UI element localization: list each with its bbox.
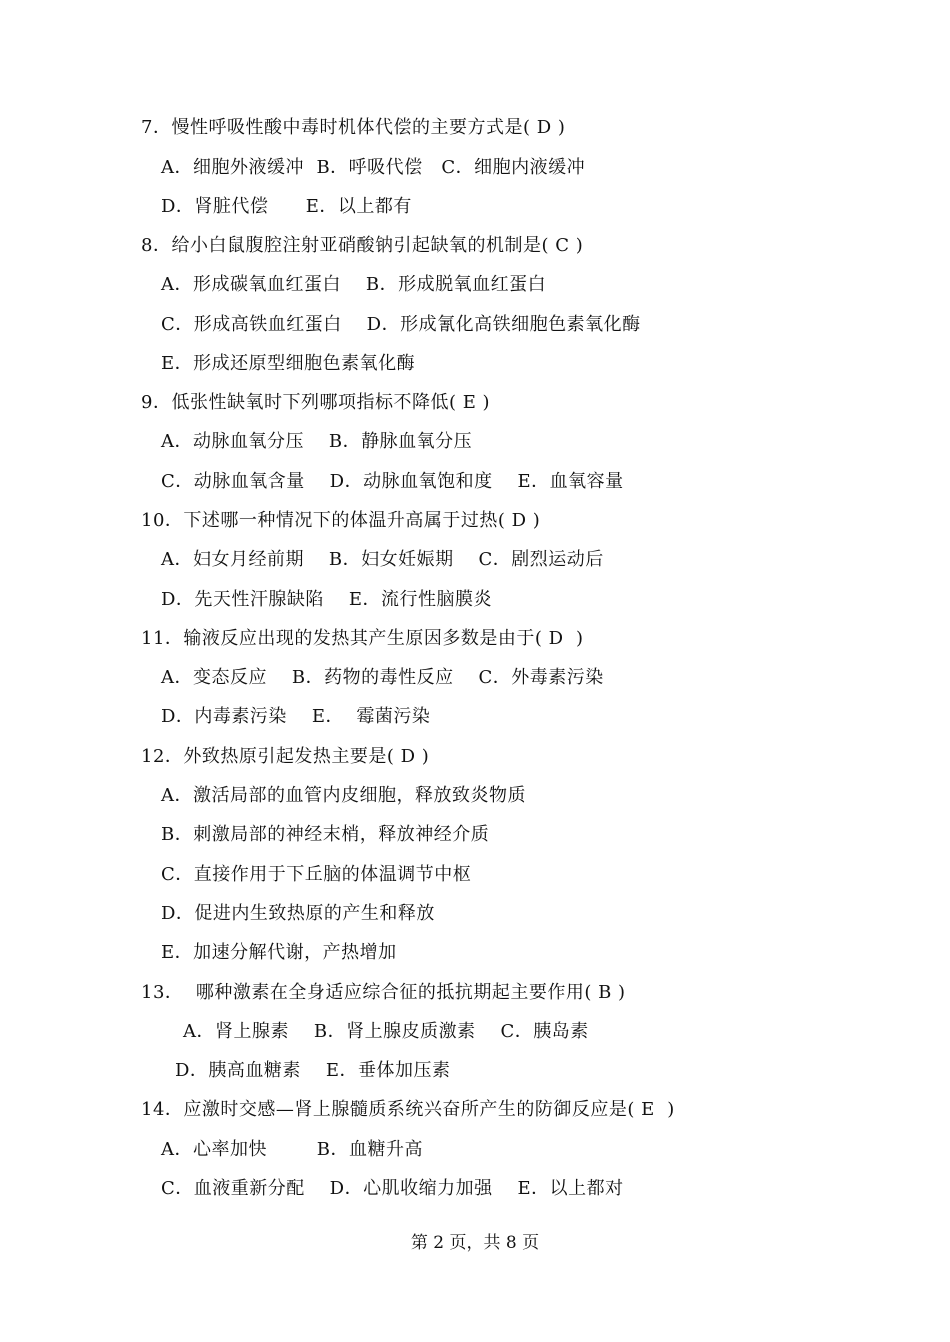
question-14-options-2: C．血液重新分配 D．心肌收缩力加强 E．以上都对	[161, 1178, 624, 1199]
question-8-stem: 8．给小白鼠腹腔注射亚硝酸钠引起缺氧的机制是( C )	[141, 235, 584, 256]
question-13-stem: 13． 哪种激素在全身适应综合征的抵抗期起主要作用( B )	[141, 982, 626, 1003]
question-10-options-1: A．妇女月经前期 B．妇女妊娠期 C．剧烈运动后	[161, 549, 604, 570]
question-12-stem: 12．外致热原引起发热主要是( D )	[141, 746, 430, 767]
question-11-stem: 11．输液反应出现的发热其产生原因多数是由于( D )	[141, 628, 584, 649]
question-7-options-2: D．肾脏代偿 E．以上都有	[161, 196, 412, 217]
question-8-options-2: C．形成高铁血红蛋白 D．形成氰化高铁细胞色素氧化酶	[161, 314, 641, 335]
question-12-options-5: E．加速分解代谢，产热增加	[161, 942, 397, 963]
question-13-options-2: D．胰高血糖素 E．垂体加压素	[175, 1060, 451, 1081]
question-9-options-2: C．动脉血氧含量 D．动脉血氧饱和度 E．血氧容量	[161, 471, 624, 492]
question-12-options-1: A．激活局部的血管内皮细胞，释放致炎物质	[161, 785, 526, 806]
question-7-options-1: A．细胞外液缓冲 B．呼吸代偿 C．细胞内液缓冲	[161, 157, 586, 178]
question-12-options-4: D．促进内生致热原的产生和释放	[161, 903, 435, 924]
question-11-options-1: A．变态反应 B．药物的毒性反应 C．外毒素污染	[161, 667, 604, 688]
question-9-options-1: A．动脉血氧分压 B．静脉血氧分压	[161, 431, 473, 452]
question-10-stem: 10．下述哪一种情况下的体温升高属于过热( D )	[141, 510, 541, 531]
question-9-stem: 9．低张性缺氧时下列哪项指标不降低( E )	[141, 392, 491, 413]
question-7-stem: 7．慢性呼吸性酸中毒时机体代偿的主要方式是( D )	[141, 117, 566, 138]
question-12-options-2: B．刺激局部的神经末梢，释放神经介质	[161, 824, 490, 845]
question-10-options-2: D．先天性汗腺缺陷 E．流行性脑膜炎	[161, 589, 492, 610]
question-12-options-3: C．直接作用于下丘脑的体温调节中枢	[161, 864, 472, 885]
question-14-stem: 14．应激时交感—肾上腺髓质系统兴奋所产生的防御反应是( E )	[141, 1099, 675, 1120]
question-8-options-1: A．形成碳氧血红蛋白 B．形成脱氧血红蛋白	[161, 274, 547, 295]
question-8-options-3: E．形成还原型细胞色素氧化酶	[161, 353, 416, 374]
question-13-options-1: A．肾上腺素 B．肾上腺皮质激素 C．胰岛素	[183, 1021, 589, 1042]
question-14-options-1: A．心率加快 B．血糖升高	[161, 1139, 423, 1160]
question-11-options-2: D．内毒素污染 E． 霉菌污染	[161, 706, 431, 727]
page-footer: 第 2 页，共 8 页	[410, 1233, 540, 1253]
